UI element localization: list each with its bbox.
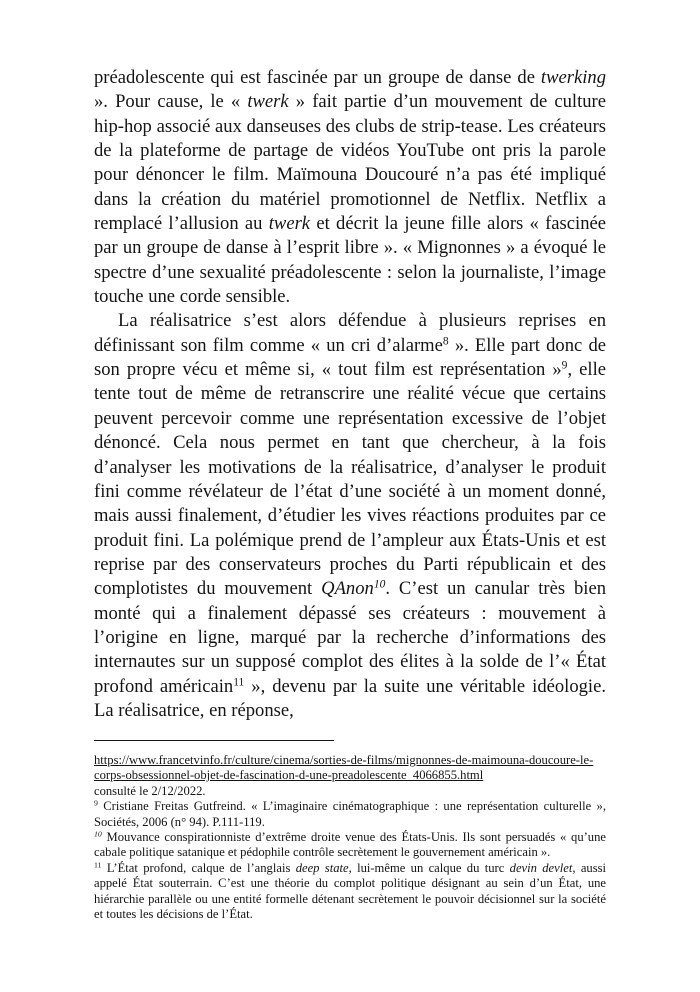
footnote-7-consulted: consulté le 2/12/2022. — [94, 783, 206, 798]
text-run: » fait partie d’un mouvement de culture hip-hop associé aux danseuses des clubs de strip-tease. Les créateurs de la plateforme de partage de vidéos YouTube ont pris la parole pour dénoncer le film. Maïmouna Doucouré n’a pas été impliqué dans la création du matériel promotionnel de Netflix. Netflix a remplacé l’allusion au — [94, 91, 606, 235]
footnote-11 — [94, 861, 606, 923]
footnote-ref-11[interactable]: 11 — [233, 676, 245, 689]
footnote-text: lui-même un calque du turc — [351, 860, 510, 875]
footnote-9 — [94, 799, 606, 830]
footnote-10 — [94, 830, 606, 861]
paragraph-1 — [94, 66, 606, 309]
footnote-text: Cristiane Freitas Gutfreind. « L’imaginaire cinématographique : une représentation culturelle », Sociétés, 2006 (n° 94). P.111-119. — [94, 799, 606, 829]
footnote-number-10-text: 10 — [94, 829, 102, 839]
text-run: . C’est un canular très bien monté qui a finalement dépassé ses créateurs : mouvement à l’origine en ligne, marqué par la recherche d’informations des internautes sur un supposé complot des élites à la solde de l’« État profond américain — [94, 578, 606, 697]
text-run: », devenu par la suite une véritable idéologie. La réalisatrice, en réponse, — [94, 675, 607, 721]
footnote-text: Mouvance conspirationniste d’extrême droite venue des États-Unis. Ils sont persuadés « qu’une cabale politique satanique et pédophile contrôle secrètement le gouvernement américain ». — [94, 830, 606, 860]
footnote-number-10 — [94, 830, 102, 839]
italic-term-deep-state: deep state, — [295, 860, 352, 875]
text-run: La réalisatrice s’est alors défendue à plusieurs reprises en définissant son film comme « un cri d’alarme — [94, 310, 606, 356]
text-run: ». Pour cause, le « — [94, 91, 248, 113]
paragraph-2 — [94, 309, 606, 723]
italic-term-qanon: QAnon — [321, 578, 374, 600]
italic-term-twerking: twerking — [540, 67, 606, 88]
footnote-ref-9[interactable]: 9 — [561, 359, 568, 372]
footnote-ref-8[interactable]: 8 — [442, 335, 449, 348]
italic-term-devin-devlet: devin devlet — [509, 860, 573, 875]
text-run: , elle tente tout de même de retranscrire une réalité vécue que certains peuvent percevoir comme une représentation excessive de l’objet dénoncé. Cela nous permet en tant que chercheur, à la fois d’analyser les motivations de la réalisatrice, d’analyser le produit fini comme révélateur de l’état d’une société à un moment donné, mais aussi finalement, d’étudier les vives réactions produites par ce produit fini. La polémique prend de l’ampleur aux États-Unis et est reprise par des conservateurs proches du Parti républicain et des complotistes du mouvement — [94, 359, 606, 600]
footnote-7-continuation — [94, 753, 606, 784]
footnote-text: L’État profond, calque de l’anglais — [101, 860, 296, 875]
footnote-ref-10-number: 10 — [373, 578, 386, 591]
text-run: préadolescente qui est fascinée par un groupe de danse de — [94, 67, 541, 88]
body-text — [94, 66, 606, 723]
footnote-number-11: 11 — [94, 860, 102, 870]
document-page — [94, 66, 606, 723]
footnote-text: , aussi appelé État souterrain. C’est une théorie du complot politique désignant au sein d’un État, une hiérarchie parallèle ou une entité formelle détenant secrètement le pouvoir décisionnel sur la société et toutes les décisions de l’État. — [94, 860, 606, 922]
text-run: et décrit la jeune fille alors « fascinée par un groupe de danse à l’esprit libre ». « Mignonnes » a évoqué le spectre d’une sexualité préadolescente : selon la journaliste, l’image touche une corde sensible. — [94, 213, 606, 308]
footnote-number-9: 9 — [94, 798, 98, 808]
text-run: ». Elle part donc de son propre vécu et même si, « tout film est représentation » — [94, 334, 606, 381]
footnote-separator — [94, 740, 334, 741]
footnote-ref-10[interactable] — [374, 579, 386, 591]
italic-term-twerk: twerk — [247, 91, 289, 113]
italic-term-twerk: twerk — [268, 213, 311, 235]
footnote-link-francetvinfo[interactable]: https://www.francetvinfo.fr/culture/cinema/sorties-de-films/mignonnes-de-maimouna-doucoure-le-corps-obsessionnel-objet-de-fascination-d-une-preadolescente_4066855.html — [94, 753, 594, 783]
footnotes — [94, 753, 606, 922]
